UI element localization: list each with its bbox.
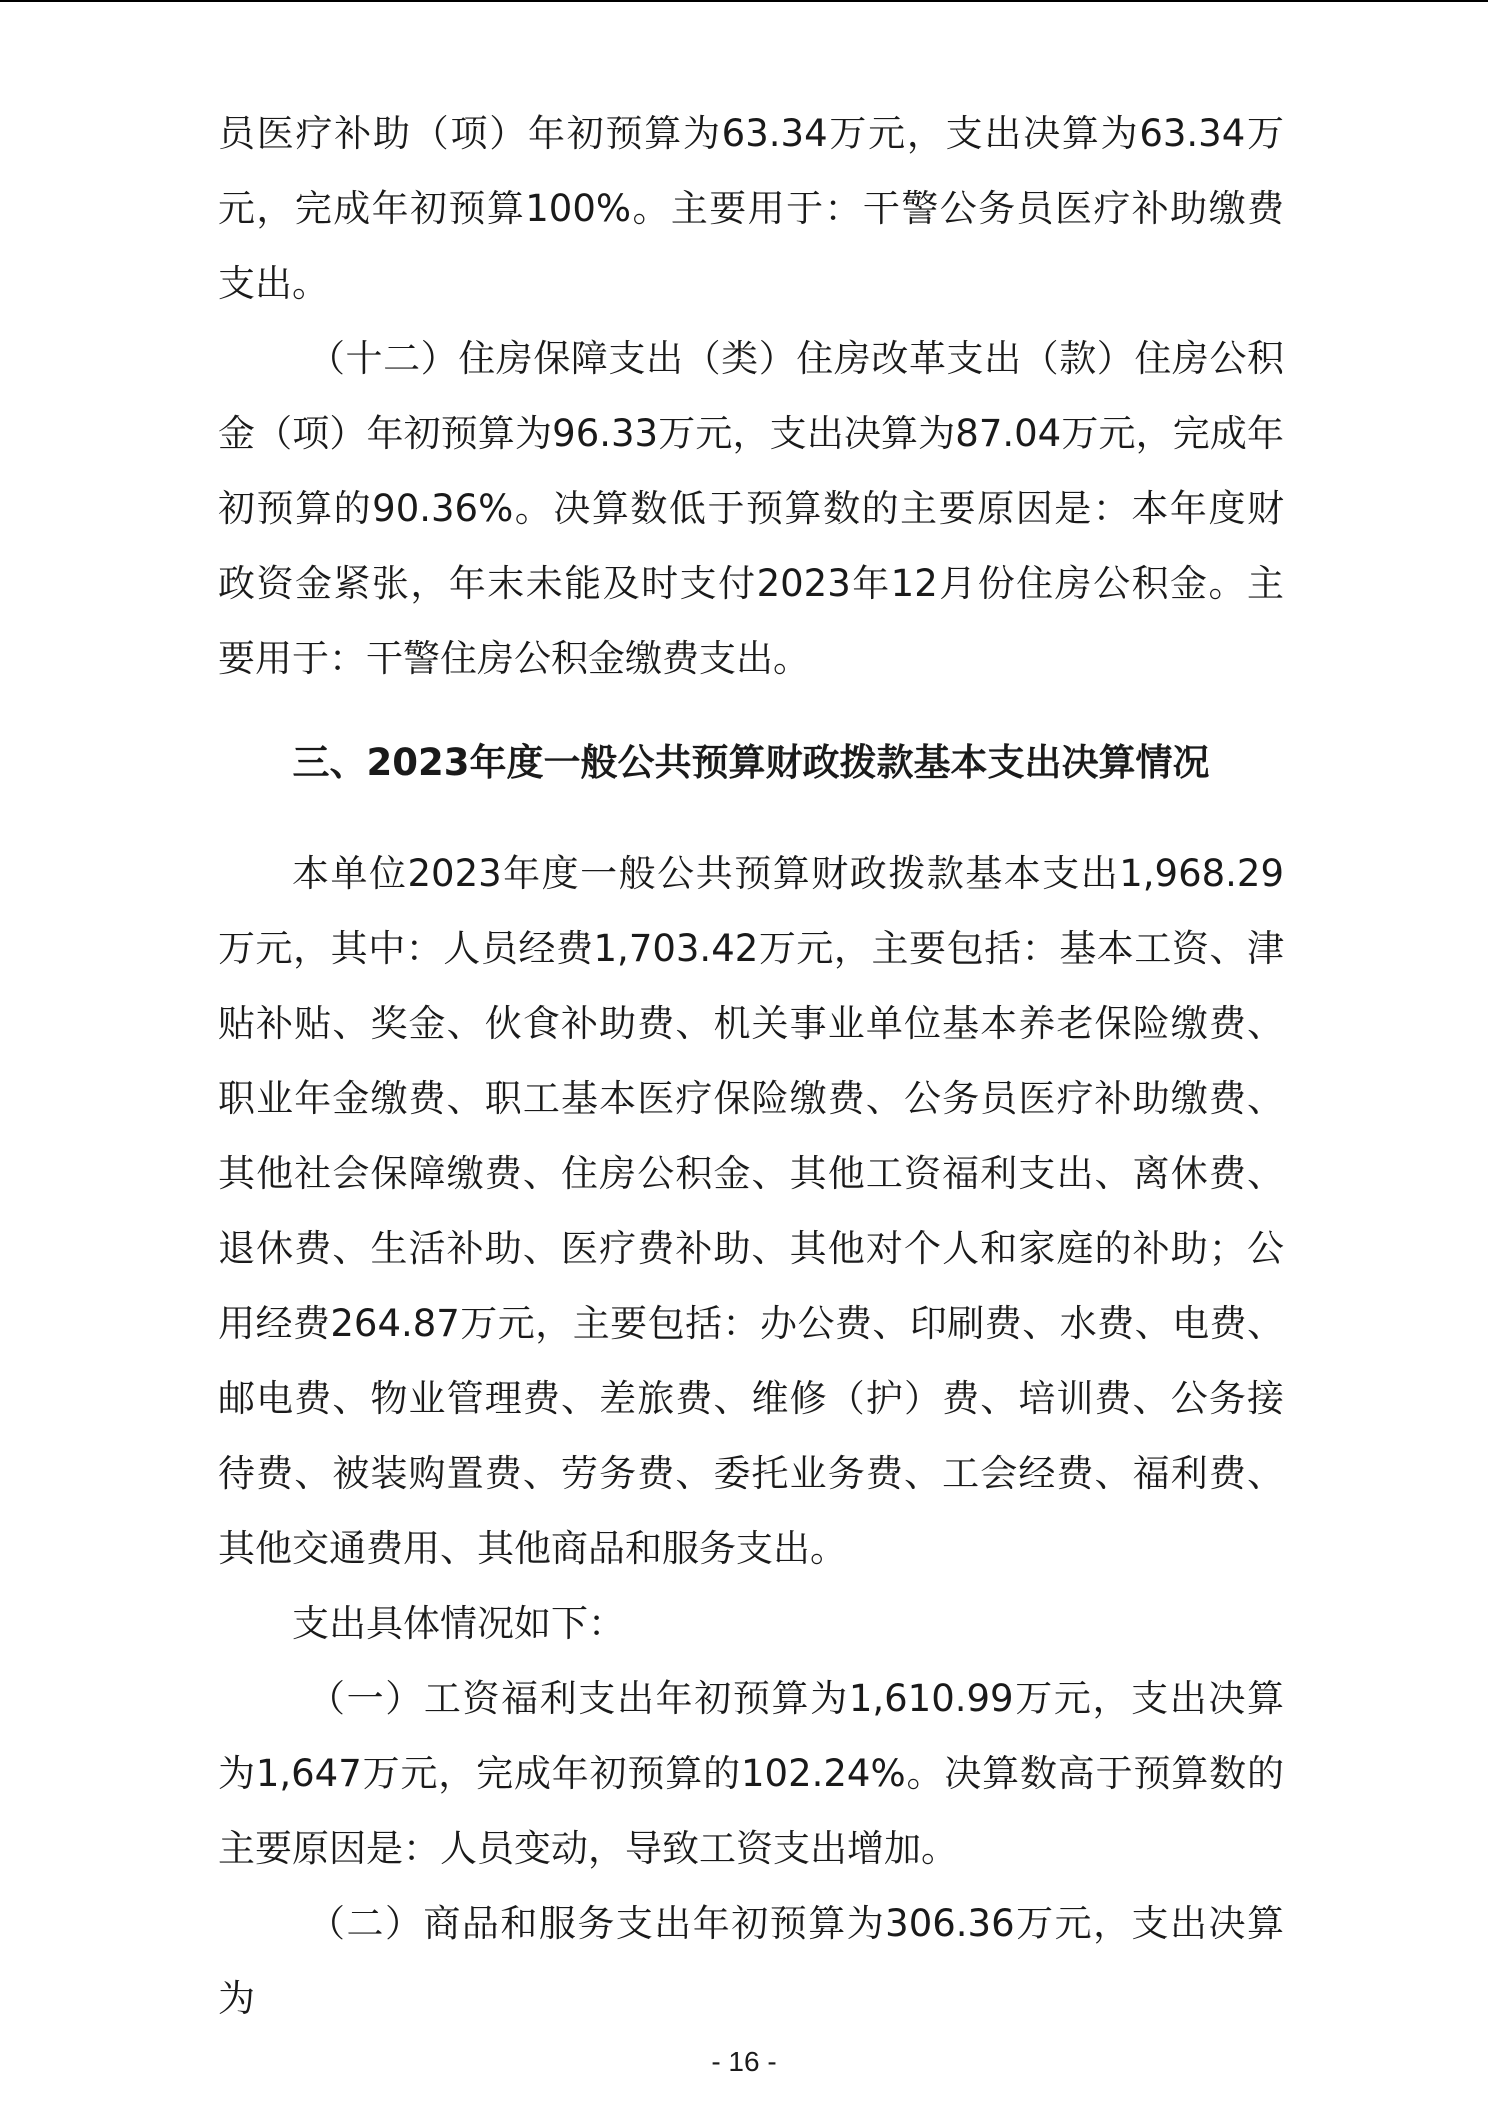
page-number: - 16 - [711,2046,777,2077]
spacer [218,800,1284,836]
paragraph-wages-welfare: （一）工资福利支出年初预算为1,610.99万元，支出决算为1,647万元，完成年初预算的102.24%。决算数高于预算数的主要原因是：人员变动，导致工资支出增加。 [218,1677,1284,1870]
spacer [218,696,1284,725]
paragraph-housing-fund: （十二）住房保障支出（类）住房改革支出（款）住房公积金（项）年初预算为96.33万元，支出决算为87.04万元，完成年初预算的90.36%。决算数低于预算数的主要原因是：本年度财政资金紧张，年末未能及时支付2023年12月份住房公积金。主要用于：干警住房公积金缴费支出。 [218,337,1284,680]
paragraph-details-intro: 支出具体情况如下： [292,1602,625,1645]
top-border-rule [0,0,1488,2]
paragraph-goods-services: （二）商品和服务支出年初预算为306.36万元，支出决算为 [218,1902,1284,2020]
section-heading-basic-expenditure: 三、2023年度一般公共预算财政拨款基本支出决算情况 [292,741,1210,784]
paragraph-medical-subsidy-continued: 员医疗补助（项）年初预算为63.34万元，支出决算为63.34万元，完成年初预算100%。主要用于：干警公务员医疗补助缴费支出。 [218,112,1284,305]
document-body [218,96,1284,2036]
paragraph-basic-expenditure-summary: 本单位2023年度一般公共预算财政拨款基本支出1,968.29万元，其中：人员经费1,703.42万元，主要包括：基本工资、津贴补贴、奖金、伙食补助费、机关事业单位基本养老保险缴费、职业年金缴费、职工基本医疗保险缴费、公务员医疗补助缴费、其他社会保障缴费、住房公积金、其他工资福利支出、离休费、退休费、生活补助、医疗费补助、其他对个人和家庭的补助；公用经费264.87万元，主要包括：办公费、印刷费、水费、电费、邮电费、物业管理费、差旅费、维修（护）费、培训费、公务接待费、被装购置费、劳务费、委托业务费、工会经费、福利费、其他交通费用、其他商品和服务支出。 [218,852,1284,1570]
